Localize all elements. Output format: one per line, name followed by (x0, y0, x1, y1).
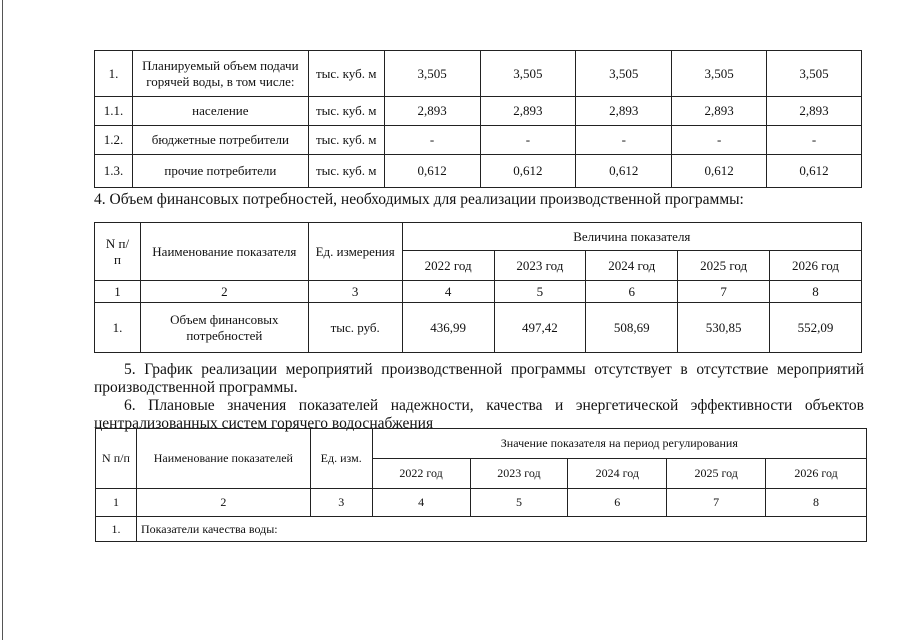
section-5-line-2: производственной программы. (94, 379, 298, 396)
row-unit: тыс. куб. м (308, 97, 384, 126)
value-cell: 530,85 (678, 303, 770, 353)
year-header: 2023 год (470, 459, 568, 489)
row-name: бюджетные потребители (132, 126, 308, 155)
row-unit: тыс. куб. м (308, 51, 384, 97)
row-number: 1.3. (95, 155, 133, 188)
section-5-line-1: 5. График реализации мероприятий производственной программы отсутствует в отсутствие мероприятий (124, 361, 864, 378)
index-cell: 2 (140, 281, 308, 303)
table-row (95, 126, 862, 155)
value-cell: 2,893 (767, 97, 862, 126)
index-cell: 6 (586, 281, 678, 303)
header-value: Величина показателя (402, 223, 861, 251)
value-cell: 3,505 (480, 51, 576, 97)
row-number: 1. (96, 517, 137, 542)
index-cell: 3 (308, 281, 402, 303)
year-header: 2026 год (770, 251, 862, 281)
value-cell: 0,612 (767, 155, 862, 188)
value-cell: 3,505 (767, 51, 862, 97)
index-cell: 2 (136, 489, 310, 517)
header-row (95, 223, 862, 251)
index-cell: 8 (770, 281, 862, 303)
header-unit: Ед. измерения (308, 223, 402, 281)
header-value: Значение показателя на период регулирования (372, 429, 866, 459)
value-cell: 0,612 (576, 155, 672, 188)
value-cell: 497,42 (494, 303, 586, 353)
value-cell: - (384, 126, 480, 155)
scan-edge-line (2, 0, 3, 640)
indicators-table (95, 428, 867, 542)
header-name: Наименование показателя (140, 223, 308, 281)
value-cell: 0,612 (672, 155, 767, 188)
value-cell: 3,505 (384, 51, 480, 97)
value-cell: 2,893 (576, 97, 672, 126)
table-row (95, 51, 862, 97)
value-cell: - (576, 126, 672, 155)
year-header: 2024 год (586, 251, 678, 281)
table-row (95, 97, 862, 126)
value-cell: 508,69 (586, 303, 678, 353)
value-cell: 0,612 (384, 155, 480, 188)
row-number: 1.2. (95, 126, 133, 155)
value-cell: 2,893 (384, 97, 480, 126)
section-6-line-1: 6. Плановые значения показателей надежности, качества и энергетической эффективности объектов (124, 397, 864, 414)
index-cell: 7 (667, 489, 766, 517)
row-name: прочие потребители (132, 155, 308, 188)
row-name: Показатели качества воды: (136, 517, 866, 542)
row-number: 1. (95, 51, 133, 97)
value-cell: 3,505 (672, 51, 767, 97)
value-cell: 2,893 (672, 97, 767, 126)
index-cell: 5 (470, 489, 568, 517)
value-cell: 0,612 (480, 155, 576, 188)
index-row (96, 489, 867, 517)
year-header: 2024 год (568, 459, 667, 489)
year-header: 2022 год (372, 459, 470, 489)
value-cell: 436,99 (402, 303, 494, 353)
value-cell: 2,893 (480, 97, 576, 126)
index-cell: 5 (494, 281, 586, 303)
row-number: 1.1. (95, 97, 133, 126)
index-cell: 1 (96, 489, 137, 517)
value-cell: - (767, 126, 862, 155)
table-row (96, 517, 867, 542)
index-cell: 3 (310, 489, 372, 517)
value-cell: - (672, 126, 767, 155)
value-cell: - (480, 126, 576, 155)
value-cell: 552,09 (770, 303, 862, 353)
row-unit: тыс. куб. м (308, 155, 384, 188)
year-header: 2025 год (667, 459, 766, 489)
row-number: 1. (95, 303, 141, 353)
index-cell: 1 (95, 281, 141, 303)
index-cell: 6 (568, 489, 667, 517)
row-name: Объем финансовых потребностей (140, 303, 308, 353)
header-unit: Ед. изм. (310, 429, 372, 489)
index-cell: 8 (766, 489, 867, 517)
header-name: Наименование показателей (136, 429, 310, 489)
header-row (96, 429, 867, 459)
row-name: Планируемый объем подачи горячей воды, в том числе: (132, 51, 308, 97)
header-num: N п/п (95, 223, 141, 281)
index-row (95, 281, 862, 303)
financial-needs-table (94, 222, 862, 353)
index-cell: 4 (372, 489, 470, 517)
table-row (95, 155, 862, 188)
header-num: N п/п (96, 429, 137, 489)
index-cell: 7 (678, 281, 770, 303)
hot-water-volume-table (94, 50, 862, 188)
row-unit: тыс. куб. м (308, 126, 384, 155)
year-header: 2022 год (402, 251, 494, 281)
row-unit: тыс. руб. (308, 303, 402, 353)
year-header: 2023 год (494, 251, 586, 281)
year-header: 2026 год (766, 459, 867, 489)
section-6-line-2: централизованных систем горячего водоснабжения (94, 415, 434, 432)
section-4-heading: 4. Объем финансовых потребностей, необходимых для реализации производственной программы: (94, 191, 744, 208)
table-row (95, 303, 862, 353)
value-cell: 3,505 (576, 51, 672, 97)
index-cell: 4 (402, 281, 494, 303)
year-header: 2025 год (678, 251, 770, 281)
row-name: население (132, 97, 308, 126)
